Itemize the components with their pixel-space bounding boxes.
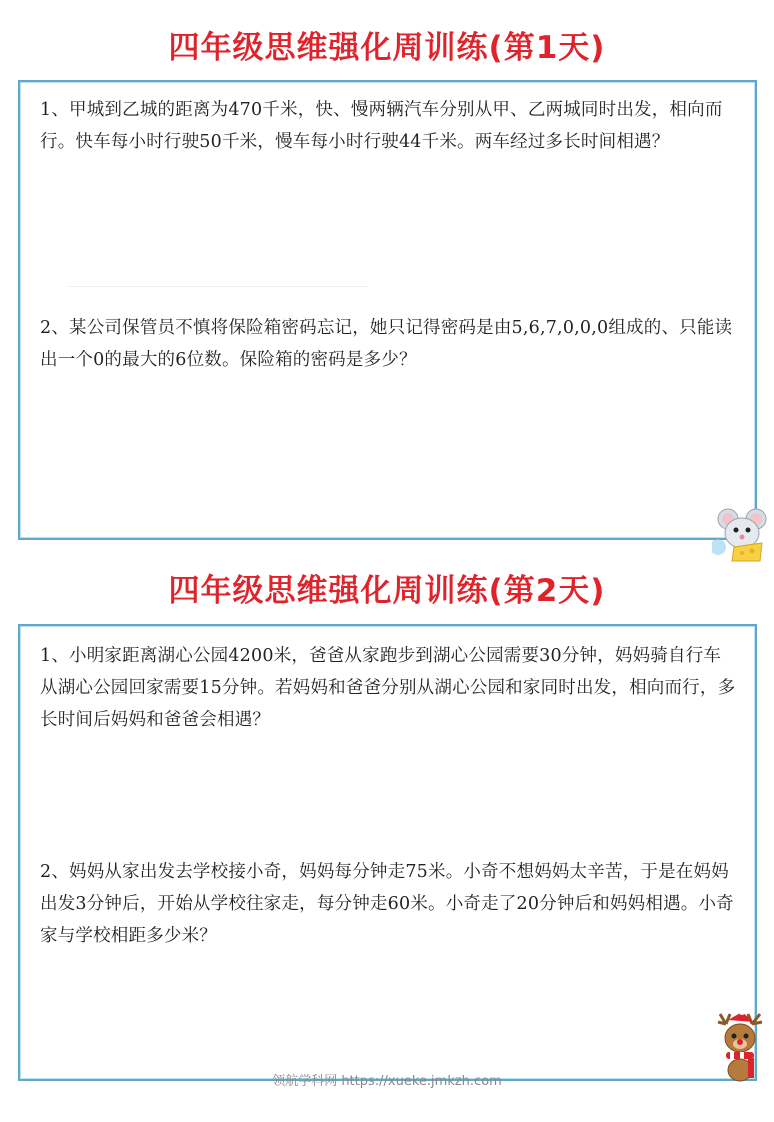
day1-title: 四年级思维强化周训练(第1天)	[168, 30, 606, 66]
day2-question-2: 2、妈妈从家出发去学校接小奇，妈妈每分钟走75米。小奇不想妈妈太辛苦，于是在妈妈出发3分钟后，开始从学校往家走，每分钟走60米。小奇走了20分钟后和妈妈相遇。小奇家与学校相距多少米？	[40, 862, 734, 946]
day2-box	[18, 624, 757, 1081]
day1-box	[18, 80, 757, 540]
footer-watermark: 领航学科网 https://xueke.jmkzh.com	[272, 1074, 502, 1089]
day1-question-2: 2、某公司保管员不慎将保险箱密码忘记，她只记得密码是由5,6,7,0,0,0组成的、只能读出一个0的最大的6位数。保险箱的密码是多少？	[40, 318, 733, 370]
divider	[68, 286, 368, 287]
day2-title: 四年级思维强化周训练(第2天)	[168, 573, 606, 609]
day1-question-1: 1、甲城到乙城的距离为470千米，快、慢两辆汽车分别从甲、乙两城同时出发，相向而行。快车每小时行驶50千米，慢车每小时行驶44千米。两车经过多长时间相遇？	[40, 100, 723, 152]
mouse-with-cheese-icon	[712, 503, 772, 563]
day2-question-1: 1、小明家距离湖心公园4200米，爸爸从家跑步到湖心公园需要30分钟，妈妈骑自行车从湖心公园回家需要15分钟。若妈妈和爸爸分别从湖心公园和家同时出发，相向而行，多长时间后妈妈和爸爸会相遇？	[40, 646, 736, 730]
